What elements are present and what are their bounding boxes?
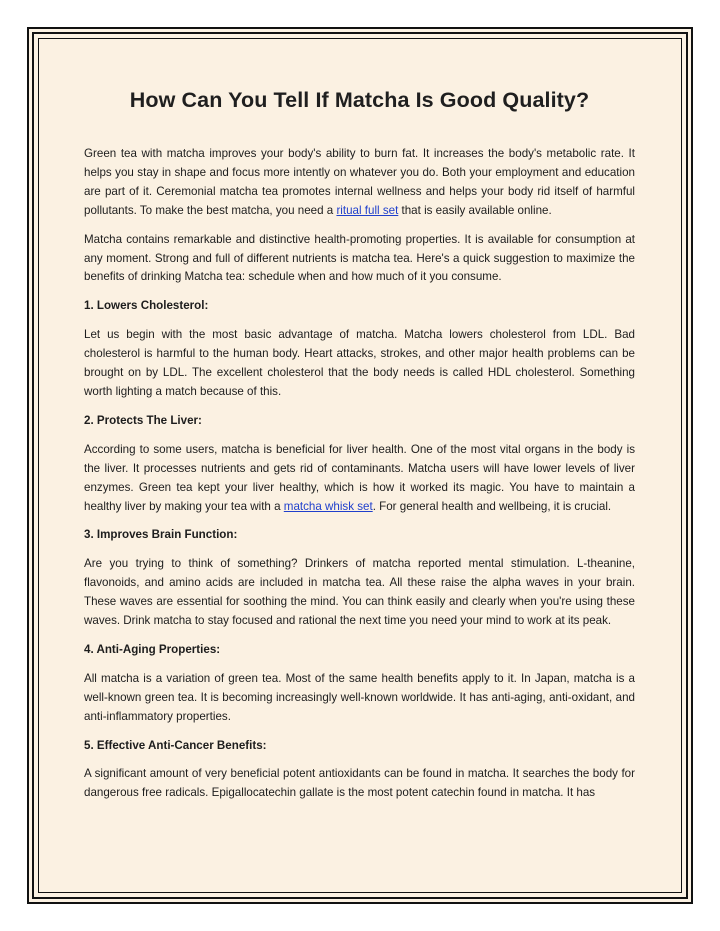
section-text-liver — [84, 441, 635, 517]
section-text-anti-cancer: A significant amount of very beneficial potent antioxidants can be found in matcha. It searches the body for dangerous free radicals. Epigallocatechin gallate is the most potent catechin found in matcha. It has — [84, 767, 635, 800]
intro-text-before: Green tea with matcha improves your body's ability to burn fat. It increases the body's metabolic rate. It helps you stay in shape and focus more intently on whatever you do. Both your employment and education are part of it. Ceremonial matcha tea promotes internal wellness and helps your body rid itself of harmful pollutants. To make the best matcha, you need a — [84, 147, 635, 217]
article — [84, 83, 635, 813]
section-text-anti-aging: All matcha is a variation of green tea. Most of the same health benefits apply to it. In Japan, matcha is a well-known green tea. It is becoming increasingly well-known worldwide. It has anti-aging, anti-oxidant, and anti-inflammatory properties. — [84, 671, 635, 723]
liver-text-after: . For general health and wellbeing, it is crucial. — [372, 499, 612, 513]
section-heading-liver: 2. Protects The Liver: — [84, 413, 202, 427]
section-heading-anti-aging: 4. Anti-Aging Properties: — [84, 642, 221, 656]
section-text-brain: Are you trying to think of something? Drinkers of matcha reported mental stimulation. L-theanine, flavonoids, and amino acids are included in matcha tea. All these raise the alpha waves in your brain. These waves are essential for soothing the mind. You can think easily and clearly when you're using these waves. Drink matcha to stay focused and rational the next time you need your mind to work at its peak. — [84, 557, 635, 628]
liver-text-before: According to some users, matcha is beneficial for liver health. One of the most vital organs in the body is the liver. It processes nutrients and gets rid of contaminants. Matcha users will have lower levels of liver enzymes. Green tea kept your liver healthy, which is how it worked its magic. You have to maintain a healthy liver by making your tea with a — [84, 442, 635, 513]
intro-paragraph — [84, 145, 635, 221]
page-title: How Can You Tell If Matcha Is Good Quality? — [129, 88, 590, 112]
section-heading-anti-cancer: 5. Effective Anti-Cancer Benefits: — [84, 738, 267, 752]
matcha-whisk-set-link[interactable]: matcha whisk set — [283, 499, 373, 513]
section-heading-cholesterol: 1. Lowers Cholesterol: — [84, 299, 209, 313]
ritual-full-set-link[interactable]: ritual full set — [336, 203, 399, 217]
intro-text-after: that is easily available online. — [398, 203, 552, 217]
second-paragraph: Matcha contains remarkable and distinctive health-promoting properties. It is available for consumption at any moment. Strong and full of different nutrients is matcha tea. Here's a quick suggestion to maximize the benefits of drinking Matcha tea: schedule when and how much of it you consume. — [84, 232, 635, 284]
section-text-cholesterol: Let us begin with the most basic advantage of matcha. Matcha lowers cholesterol from LDL. Bad cholesterol is harmful to the human body. Heart attacks, strokes, and other major health problems can be brought on by LDL. The excellent cholesterol that the body needs is called HDL cholesterol. Something worth lighting a match because of this. — [84, 328, 635, 398]
section-heading-brain: 3. Improves Brain Function: — [84, 528, 238, 542]
